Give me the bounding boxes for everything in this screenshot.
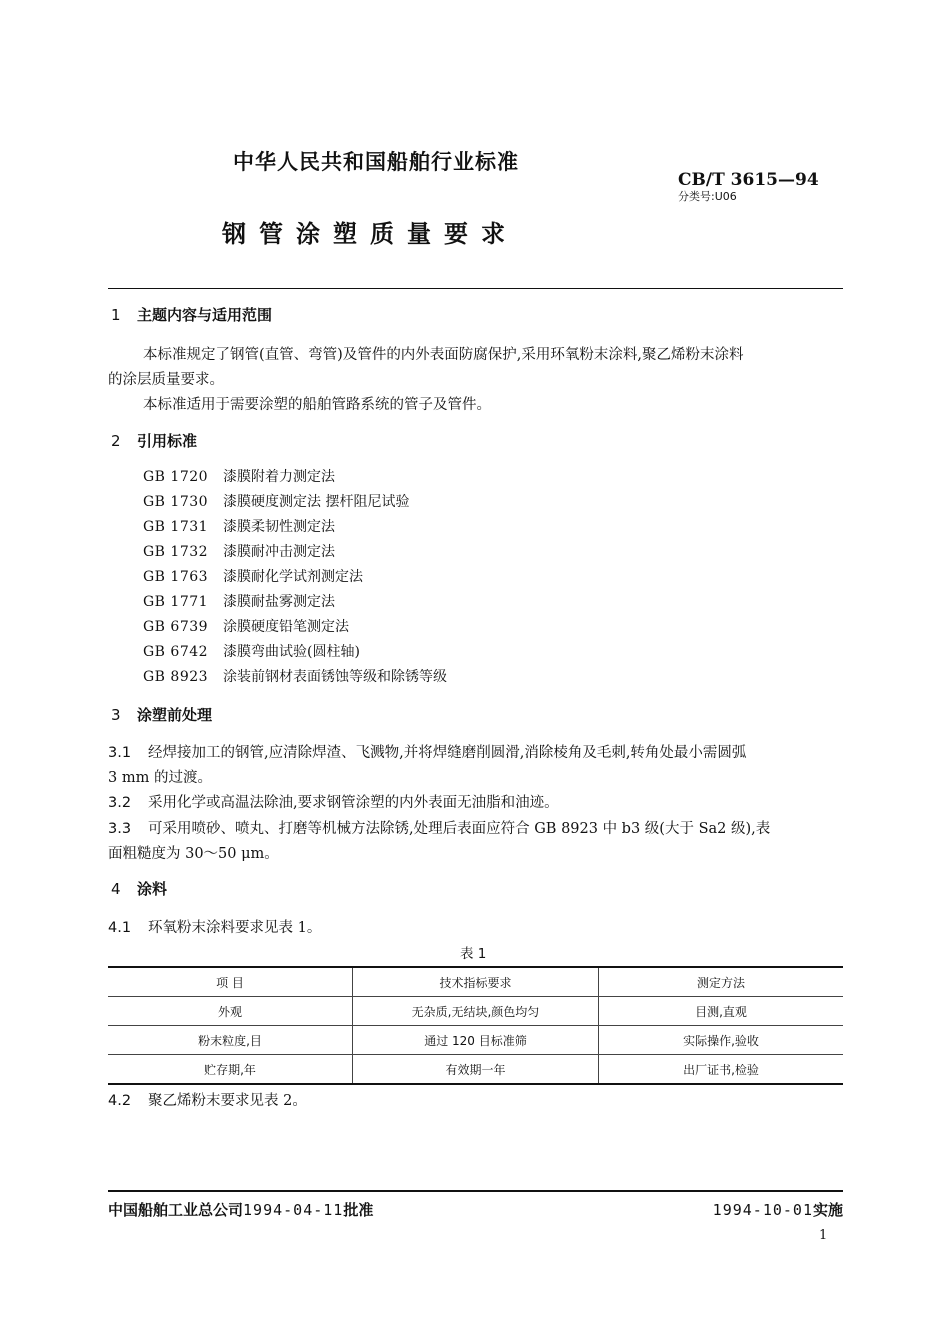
table-cell: 外观: [108, 997, 353, 1026]
reference-code: GB 6739: [143, 619, 209, 635]
issue-date: 1994-04-11: [243, 1201, 344, 1219]
section-4-heading: [111, 878, 167, 899]
standard-code: [678, 170, 819, 190]
clause-text: 经焊接加工的钢管,应清除焊渣、飞溅物,并将焊缝磨削圆滑,消除棱角及毛刺,转角处最小需圆弧: [148, 745, 747, 761]
reference-item: [143, 491, 409, 511]
column-header: 技术指标要求: [353, 967, 599, 997]
reference-item: [143, 641, 360, 661]
reference-title: 漆膜柔韧性测定法: [223, 519, 335, 535]
clause-number: 3.3: [108, 821, 132, 837]
reference-title: 漆膜耐化学试剂测定法: [223, 569, 363, 585]
standard-category-title: 中华人民共和国船舶行业标准: [233, 150, 519, 174]
section-1-paragraph-1-line-1: 本标准规定了钢管(直管、弯管)及管件的内外表面防腐保护,采用环氧粉末涂料,聚乙烯粉末涂料: [143, 347, 744, 363]
clause-text: 环氧粉末涂料要求见表 1。: [148, 920, 322, 936]
page-number: 1: [819, 1228, 828, 1243]
table-cell: 有效期一年: [353, 1055, 599, 1085]
column-header: 项 目: [108, 967, 353, 997]
section-title: 主题内容与适用范围: [137, 306, 273, 324]
reference-code: GB 1763: [143, 569, 209, 585]
reference-code: GB 1771: [143, 594, 209, 610]
table-cell: 通过 120 目标准筛: [353, 1026, 599, 1055]
section-title: 涂塑前处理: [137, 706, 213, 724]
reference-item: [143, 466, 335, 486]
clause-number: 4.2: [108, 1093, 132, 1109]
table-row: [108, 1055, 843, 1085]
footer-divider: [108, 1190, 843, 1192]
clause-3-3-line-1: [108, 817, 770, 838]
clause-3-1-line-1: [108, 741, 746, 762]
clause-number: 3.2: [108, 795, 132, 811]
reference-title: 漆膜耐盐雾测定法: [223, 594, 335, 610]
issue-suffix: 批准: [343, 1201, 374, 1219]
reference-item: [143, 591, 335, 611]
reference-item: [143, 666, 447, 686]
table-row: [108, 997, 843, 1026]
reference-code: GB 1720: [143, 469, 209, 485]
section-number: 1: [111, 306, 121, 324]
reference-title: 漆膜附着力测定法: [223, 469, 335, 485]
clause-number: 4.1: [108, 920, 132, 936]
standard-code-text: CB/T 3615—94: [678, 170, 819, 190]
section-title: 引用标准: [137, 432, 198, 450]
table-cell: 无杂质,无结块,颜色均匀: [353, 997, 599, 1026]
classification-code: 分类号:U06: [678, 190, 737, 203]
reference-code: GB 1730: [143, 494, 209, 510]
reference-title: 漆膜弯曲试验(圆柱轴): [223, 644, 360, 660]
table-header-row: [108, 967, 843, 997]
reference-code: GB 1731: [143, 519, 209, 535]
reference-code: GB 6742: [143, 644, 209, 660]
table-caption: 表 1: [460, 946, 487, 962]
clause-4-1: [108, 916, 321, 937]
reference-title: 涂装前钢材表面锈蚀等级和除锈等级: [223, 669, 447, 685]
table-1: [108, 966, 843, 1085]
table-cell: 粉末粒度,目: [108, 1026, 353, 1055]
reference-item: [143, 541, 335, 561]
reference-title: 漆膜硬度测定法 摆杆阻尼试验: [223, 494, 410, 510]
reference-code: GB 1732: [143, 544, 209, 560]
issue-statement: [108, 1199, 373, 1220]
clause-3-1-line-2: 3 mm 的过渡。: [108, 770, 212, 786]
table-cell: 实际操作,验收: [599, 1026, 844, 1055]
document-title: 钢管涂塑质量要求: [222, 220, 518, 248]
reference-title: 漆膜耐冲击测定法: [223, 544, 335, 560]
effective-date: 1994-10-01: [712, 1201, 813, 1219]
clause-3-2: [108, 791, 559, 812]
effective-suffix: 实施: [812, 1201, 843, 1219]
section-number: 3: [111, 706, 121, 724]
reference-title: 涂膜硬度铅笔测定法: [223, 619, 349, 635]
clause-4-2: [108, 1089, 307, 1110]
issuing-organization: 中国船舶工业总公司: [108, 1201, 244, 1219]
section-number: 2: [111, 432, 121, 450]
section-1-paragraph-1-line-2: 的涂层质量要求。: [108, 372, 224, 388]
reference-code: GB 8923: [143, 669, 209, 685]
column-header: 测定方法: [599, 967, 844, 997]
section-2-heading: [111, 430, 197, 451]
effective-statement: [713, 1199, 843, 1220]
clause-text: 聚乙烯粉末要求见表 2。: [148, 1093, 307, 1109]
reference-item: [143, 516, 335, 536]
clause-text: 可采用喷砂、喷丸、打磨等机械方法除锈,处理后表面应符合 GB 8923 中 b3 级(大于 Sa2 级),表: [148, 821, 771, 837]
section-1-paragraph-2: 本标准适用于需要涂塑的船舶管路系统的管子及管件。: [143, 397, 491, 413]
table-row: [108, 1026, 843, 1055]
reference-item: [143, 616, 349, 636]
header-divider: [108, 288, 843, 289]
table-cell: 出厂证书,检验: [599, 1055, 844, 1085]
clause-number: 3.1: [108, 745, 132, 761]
section-3-heading: [111, 704, 212, 725]
reference-item: [143, 566, 363, 586]
clause-3-3-line-2: 面粗糙度为 30～50 μm。: [108, 846, 279, 862]
section-number: 4: [111, 880, 121, 898]
section-title: 涂料: [137, 880, 168, 898]
section-1-heading: [111, 304, 272, 325]
table-cell: 目测,直观: [599, 997, 844, 1026]
clause-text: 采用化学或高温法除油,要求钢管涂塑的内外表面无油脂和油迹。: [148, 795, 559, 811]
table-cell: 贮存期,年: [108, 1055, 353, 1085]
